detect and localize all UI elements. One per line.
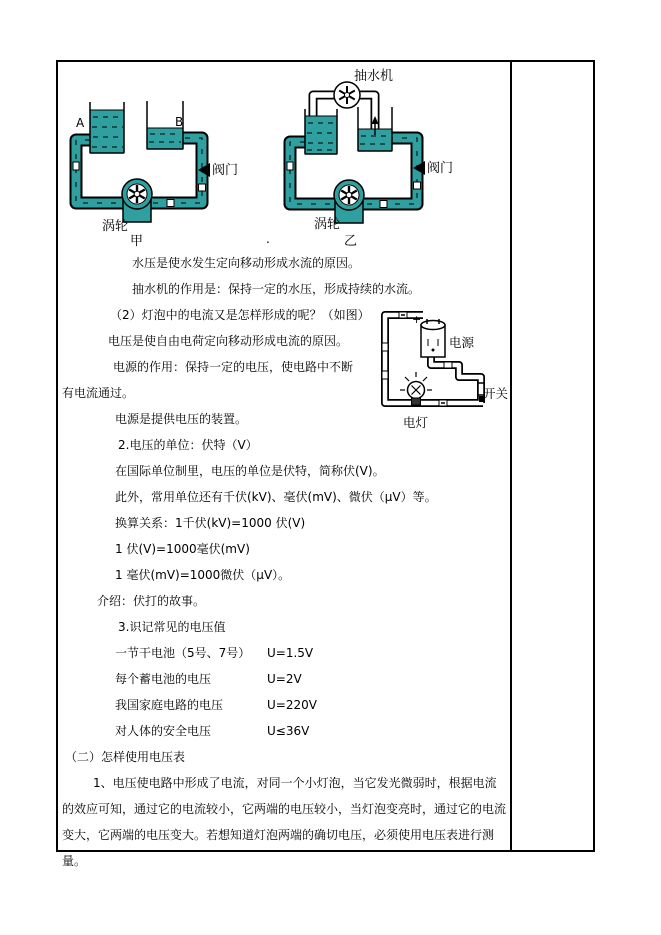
valve-label: 阀门 [212, 163, 239, 178]
empty-side-cell [512, 62, 593, 850]
turbine-label: 涡轮 [102, 219, 129, 234]
voltage-label: 对人体的安全电压 [115, 724, 212, 738]
voltage-row-storage-battery [115, 666, 510, 692]
left-tank [305, 109, 337, 154]
electric-circuit-figure [369, 303, 509, 431]
paragraph-water-pressure: 水压是使水发生定向移动形成水流的原因。 [132, 256, 361, 270]
heading-common-voltages: 3.识记常见的电压值 [118, 620, 226, 634]
paragraph-si-unit: 在国际单位制里，电压的单位是伏特，简称伏(V)。 [115, 464, 385, 478]
voltage-value: U=2V [267, 672, 302, 686]
paragraph-voltmeter-need: 1、电压使电路中形成了电流，对同一个小灯泡，当它发光微弱时，根据电流的效应可知，通过它的电流较小，它两端的电压较小，当灯泡变亮时，通过它的电流变大，它两端的电压变大。若想知道灯泡两端的确切电压，必须使用电压表进行测量。 [62, 776, 507, 868]
paragraph-source-device: 电源是提供电压的装置。 [115, 412, 248, 426]
lesson-plan-table [56, 60, 595, 868]
figure-caption: 乙 [344, 234, 358, 248]
paragraph-voltage-cause: 电压是使自由电荷定向移动形成电流的原因。 [108, 334, 349, 348]
pump-icon [334, 82, 360, 108]
pump-label: 抽水机 [354, 69, 394, 84]
voltage-value: U=1.5V [267, 646, 314, 660]
paragraph-question-2: （2）灯泡中的电流又是怎样形成的呢？（如图） [110, 308, 370, 322]
tank-b-label: B [175, 115, 184, 129]
heading-how-to-use-voltmeter: （二）怎样使用电压表 [65, 750, 186, 764]
tank-a [90, 102, 124, 153]
water-diagrams [62, 62, 510, 250]
battery-icon [421, 319, 445, 357]
water-circuit-figure-jia [62, 64, 252, 248]
paragraph-other-units: 此外，常用单位还有千伏(kV)、毫伏(mV)、微伏（μV）等。 [115, 490, 437, 504]
figure-caption: 甲 [130, 234, 144, 248]
heading-voltage-unit: 2.电压的单位：伏特（V） [118, 438, 258, 452]
voltage-row-household [115, 692, 510, 718]
main-content-cell [58, 62, 512, 868]
separator-dot: . [266, 232, 270, 246]
voltage-value: U≤36V [267, 724, 310, 738]
paragraph-pump-role: 抽水机的作用是：保持一定的水压，形成持续的水流。 [132, 282, 421, 296]
turbine-icon [122, 179, 152, 222]
voltage-value: U=220V [267, 698, 317, 712]
paragraph-conversion-mv: 1 毫伏(mV)=1000微伏（μV）。 [115, 568, 291, 582]
voltage-row-dry-cell [115, 640, 510, 666]
voltage-label: 我国家庭电路的电压 [115, 698, 224, 712]
paragraph-conversion-kv: 换算关系：1千伏(kV)=1000 伏(V) [115, 516, 306, 530]
paragraph-source-role-line2: 有电流通过。 [62, 386, 135, 400]
power-label: 电源 [449, 335, 475, 350]
paragraph-source-role-line1: 电源的作用：保持一定的电压，使电路中不断 [113, 360, 354, 374]
tank-a-label: A [76, 116, 85, 130]
voltage-label: 一节干电池（5号、7号） [115, 646, 251, 660]
plus-sign: + [412, 313, 422, 326]
voltage-label: 每个蓄电池的电压 [115, 672, 212, 686]
lamp-label: 电灯 [403, 415, 429, 430]
water-circuit-figure-yi [280, 62, 460, 248]
switch-label: 开关 [483, 386, 509, 401]
paragraph-volta-story: 介绍：伏打的故事。 [97, 594, 206, 608]
valve-label: 阀门 [427, 161, 454, 176]
voltage-row-safe [115, 718, 510, 744]
turbine-label: 涡轮 [314, 217, 341, 232]
paragraph-conversion-v: 1 伏(V)=1000毫伏(mV) [115, 542, 250, 556]
